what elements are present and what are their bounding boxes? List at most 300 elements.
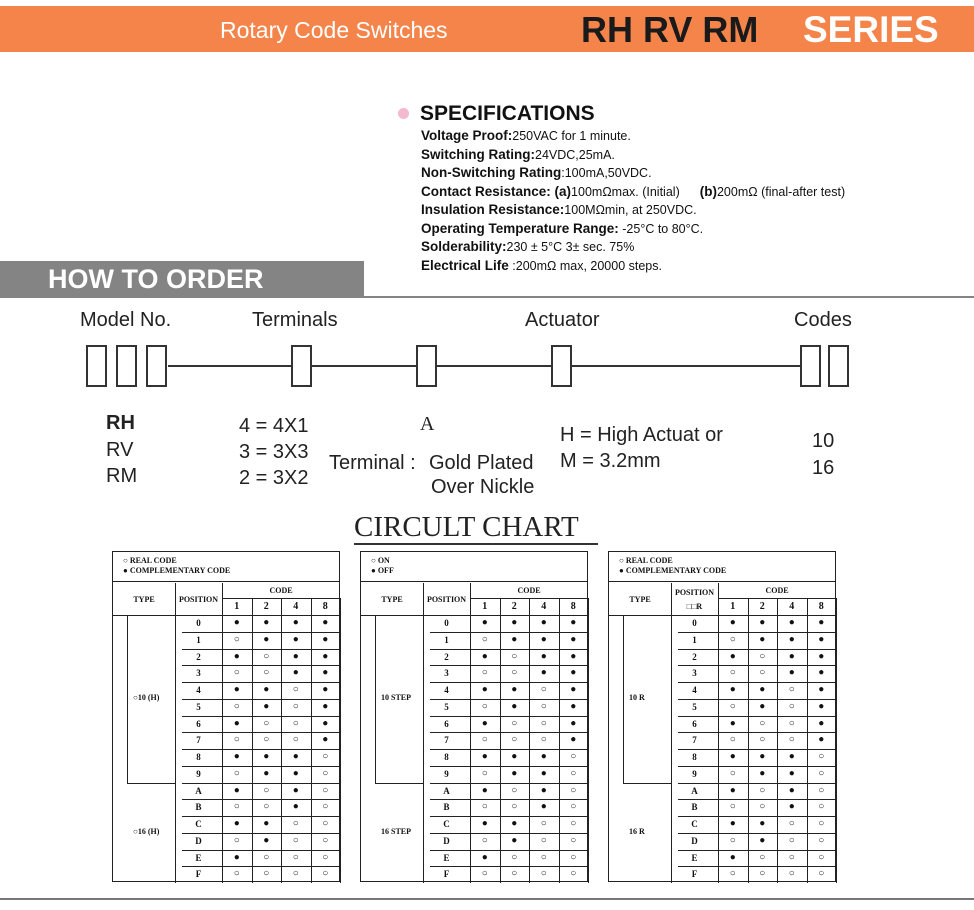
filled-dot-icon: ● [292, 617, 299, 628]
position-cell: 5 [692, 701, 697, 712]
filled-dot-icon: ● [322, 684, 329, 695]
empty-dot-icon: ○ [481, 834, 488, 846]
filled-dot-icon: ● [233, 650, 240, 662]
empty-dot-icon: ○ [818, 767, 825, 779]
position-cell: B [691, 802, 698, 813]
filled-dot-icon: ● [322, 650, 329, 662]
filled-dot-icon: ● [540, 650, 547, 662]
empty-dot-icon: ○ [788, 734, 795, 746]
position-cell: 1 [692, 634, 697, 645]
filled-dot-icon: ● [818, 617, 825, 628]
empty-dot-icon: ○ [322, 851, 329, 863]
filled-dot-icon: ● [759, 700, 766, 712]
empty-dot-icon: ○ [263, 801, 270, 813]
filled-dot-icon: ● [511, 818, 518, 829]
position-header: POSITION [674, 588, 715, 597]
type-bracket [375, 615, 376, 783]
empty-dot-icon: ○ [788, 868, 795, 880]
terminal-finish: Gold Plated [429, 452, 534, 474]
filled-dot-icon: ● [292, 767, 299, 779]
position-cell: F [443, 869, 450, 880]
empty-dot-icon: ○ [322, 801, 329, 813]
filled-dot-icon: ● [788, 617, 795, 628]
empty-dot-icon: ○ [292, 818, 299, 829]
empty-dot-icon: ○ [292, 734, 299, 746]
filled-dot-icon: ● [788, 667, 795, 679]
filled-dot-icon: ● [322, 633, 329, 645]
empty-dot-icon: ○ [481, 868, 488, 880]
filled-dot-icon: ● [292, 784, 299, 796]
filled-dot-icon: ● [322, 667, 329, 679]
position-cell: B [195, 802, 202, 813]
actuator-option: H = High Actuat or [560, 424, 723, 446]
empty-dot-icon: ○ [759, 784, 766, 796]
spec-label: Solderability: [421, 239, 507, 254]
empty-dot-icon: ○ [818, 868, 825, 880]
empty-dot-icon: ○ [481, 633, 488, 645]
how-to-order-title: HOW TO ORDER [48, 264, 264, 294]
empty-dot-icon: ○ [263, 650, 270, 662]
model-box [86, 345, 107, 387]
grid-line [588, 598, 589, 883]
filled-dot-icon: ● [570, 684, 577, 695]
empty-dot-icon: ○ [570, 851, 577, 863]
code-bit-header: 2 [759, 601, 765, 612]
filled-dot-icon: ● [570, 717, 577, 729]
bullet-icon [398, 108, 409, 119]
series-label: SERIES [803, 9, 939, 50]
table-legend [609, 552, 835, 582]
empty-dot-icon: ○ [322, 868, 329, 880]
empty-dot-icon: ○ [511, 734, 518, 746]
spec-label: Operating Temperature Range: [421, 220, 619, 236]
filled-dot-icon: ● [481, 684, 488, 695]
filled-dot-icon: ● [322, 617, 329, 628]
spec-value: 250VAC for 1 minute. [512, 129, 631, 143]
spec-line [421, 258, 941, 277]
filled-dot-icon: ● [511, 684, 518, 695]
position-cell: 6 [444, 718, 449, 729]
empty-dot-icon: ○ [263, 667, 270, 679]
spec-line [421, 128, 941, 147]
position-cell: A [691, 785, 698, 796]
filled-dot-icon: ● [818, 700, 825, 712]
filled-dot-icon: ● [263, 767, 270, 779]
empty-dot-icon: ○ [263, 784, 270, 796]
terminal-finish: Over Nickle [431, 476, 535, 498]
terminal-option: 3 = 3X3 [239, 441, 309, 463]
filled-dot-icon: ● [263, 700, 270, 712]
empty-dot-icon: ○ [233, 868, 240, 880]
empty-dot-icon: ○ [729, 667, 736, 679]
empty-dot-icon: ○ [540, 717, 547, 729]
empty-dot-icon: ○ [788, 700, 795, 712]
code-bit-header: 8 [818, 601, 824, 612]
empty-dot-icon: ○ [263, 734, 270, 746]
position-cell: 2 [196, 651, 201, 662]
position-cell: 1 [444, 634, 449, 645]
divider [0, 898, 974, 900]
empty-dot-icon: ○ [570, 868, 577, 880]
terminal-code: A [420, 413, 435, 435]
empty-dot-icon: ○ [729, 767, 736, 779]
spec-line [421, 239, 941, 258]
code-bit-header: 4 [541, 601, 547, 612]
spec-label: Switching Rating: [421, 146, 535, 162]
filled-dot-icon: ● [481, 784, 488, 796]
empty-dot-icon: ○ [759, 717, 766, 729]
empty-dot-icon: ○ [788, 851, 795, 863]
filled-dot-icon: ● [540, 767, 547, 779]
spec-value: -25°C to 80°C. [618, 221, 704, 236]
filled-dot-icon: ● [233, 751, 240, 762]
empty-dot-icon: ○ [818, 851, 825, 863]
position-cell: 9 [692, 768, 697, 779]
filled-dot-icon: ● [263, 834, 270, 846]
circuit-table [608, 551, 836, 882]
spec-line [421, 147, 941, 166]
empty-dot-icon: ○ [481, 767, 488, 779]
empty-dot-icon: ○ [540, 734, 547, 746]
position-cell: 0 [196, 618, 201, 628]
empty-dot-icon: ○ [511, 784, 518, 796]
filled-dot-icon: ● [759, 818, 766, 829]
spec-line [421, 221, 941, 240]
position-cell: 2 [444, 651, 449, 662]
filled-dot-icon: ● [759, 834, 766, 846]
filled-dot-icon: ● [511, 834, 518, 846]
empty-dot-icon: ○ [540, 700, 547, 712]
code-bit-header: 1 [234, 601, 240, 612]
empty-dot-icon: ○ [788, 684, 795, 695]
empty-dot-icon: ○ [729, 734, 736, 746]
empty-dot-icon: ○ [729, 801, 736, 813]
filled-dot-icon: ● [481, 717, 488, 729]
empty-dot-icon: ○ [481, 734, 488, 746]
empty-dot-icon: ○ [511, 801, 518, 813]
header-subtitle: Rotary Code Switches [220, 17, 448, 43]
divider [354, 543, 598, 545]
circuit-table [360, 551, 588, 882]
empty-dot-icon: ○ [540, 684, 547, 695]
legend-entry: ● OFF [371, 566, 394, 575]
position-cell: 8 [692, 752, 697, 762]
empty-dot-icon: ○ [511, 717, 518, 729]
empty-dot-icon: ○ [570, 784, 577, 796]
filled-dot-icon: ● [818, 717, 825, 729]
spec-value: :100mA,50VDC. [561, 166, 652, 180]
empty-dot-icon: ○ [759, 667, 766, 679]
filled-dot-icon: ● [233, 684, 240, 695]
empty-dot-icon: ○ [263, 868, 270, 880]
model-option: RM [106, 465, 138, 487]
filled-dot-icon: ● [233, 784, 240, 796]
empty-dot-icon: ○ [540, 851, 547, 863]
type-label: 16 STEP [381, 827, 412, 837]
empty-dot-icon: ○ [788, 818, 795, 829]
specifications-list [421, 128, 941, 276]
filled-dot-icon: ● [729, 650, 736, 662]
position-subheader: □□R [686, 602, 703, 611]
filled-dot-icon: ● [570, 650, 577, 662]
empty-dot-icon: ○ [292, 834, 299, 846]
filled-dot-icon: ● [570, 633, 577, 645]
empty-dot-icon: ○ [481, 667, 488, 679]
position-cell: 8 [196, 752, 201, 762]
terminal-option: 2 = 3X2 [239, 467, 309, 489]
filled-dot-icon: ● [511, 617, 518, 628]
empty-dot-icon: ○ [233, 767, 240, 779]
spec-label: Non-Switching Rating [421, 165, 562, 180]
type-header: TYPE [629, 595, 651, 604]
position-cell: E [195, 852, 202, 863]
filled-dot-icon: ● [263, 633, 270, 645]
position-cell: C [691, 819, 698, 829]
position-cell: 3 [692, 668, 697, 679]
model-box [146, 345, 167, 387]
specifications-title: SPECIFICATIONS [420, 102, 595, 125]
filled-dot-icon: ● [263, 818, 270, 829]
terminals-column-header: Terminals [252, 309, 338, 331]
position-cell: 4 [444, 685, 449, 695]
code-bit-header: 4 [789, 601, 795, 612]
empty-dot-icon: ○ [292, 700, 299, 712]
empty-dot-icon: ○ [540, 868, 547, 880]
filled-dot-icon: ● [788, 767, 795, 779]
filled-dot-icon: ● [233, 717, 240, 729]
terminal-option: 4 = 4X1 [239, 415, 309, 437]
code-bit-header: 4 [293, 601, 299, 612]
code-option: 16 [812, 457, 835, 479]
spec-value: 100MΩmin, at 250VDC. [564, 203, 697, 217]
position-cell: 5 [196, 701, 201, 712]
position-header: POSITION [426, 595, 467, 604]
type-label: ○16 (H) [133, 827, 160, 837]
legend-entry: ○ REAL CODE [123, 556, 177, 565]
filled-dot-icon: ● [233, 818, 240, 829]
empty-dot-icon: ○ [292, 851, 299, 863]
filled-dot-icon: ● [322, 734, 329, 746]
filled-dot-icon: ● [540, 801, 547, 813]
filled-dot-icon: ● [481, 751, 488, 762]
position-cell: 2 [692, 651, 697, 662]
legend-entry: ○ REAL CODE [619, 556, 673, 565]
series-code: RH RV RM [581, 9, 759, 50]
spec-line [421, 165, 941, 184]
empty-dot-icon: ○ [322, 751, 329, 762]
divider [0, 296, 974, 298]
empty-dot-icon: ○ [540, 834, 547, 846]
spec-value: :200mΩ max, 20000 steps. [508, 258, 662, 273]
position-cell: A [443, 785, 450, 796]
how-to-order-bar [0, 261, 364, 296]
terminal-type-box [416, 345, 437, 387]
filled-dot-icon: ● [233, 851, 240, 863]
codes-column-header: Codes [794, 309, 852, 331]
filled-dot-icon: ● [818, 734, 825, 746]
filled-dot-icon: ● [263, 751, 270, 762]
position-cell: 0 [444, 618, 449, 628]
table-legend [113, 552, 339, 582]
position-cell: 7 [444, 735, 449, 746]
empty-dot-icon: ○ [759, 868, 766, 880]
position-cell: A [195, 785, 202, 796]
filled-dot-icon: ● [540, 667, 547, 679]
filled-dot-icon: ● [759, 751, 766, 762]
position-cell: E [691, 852, 698, 863]
empty-dot-icon: ○ [729, 700, 736, 712]
empty-dot-icon: ○ [818, 834, 825, 846]
empty-dot-icon: ○ [729, 633, 736, 645]
type-header: TYPE [381, 595, 403, 604]
legend-entry: ● COMPLEMENTARY CODE [619, 566, 727, 575]
actuator-column-header: Actuator [525, 309, 600, 331]
empty-dot-icon: ○ [729, 834, 736, 846]
filled-dot-icon: ● [759, 684, 766, 695]
empty-dot-icon: ○ [788, 834, 795, 846]
position-cell: F [195, 869, 202, 880]
empty-dot-icon: ○ [233, 834, 240, 846]
model-column-header: Model No. [80, 309, 172, 331]
position-cell: 3 [444, 668, 449, 679]
empty-dot-icon: ○ [570, 834, 577, 846]
filled-dot-icon: ● [788, 650, 795, 662]
empty-dot-icon: ○ [788, 717, 795, 729]
code-header: CODE [517, 586, 541, 595]
type-label: ○10 (H) [133, 693, 160, 703]
empty-dot-icon: ○ [818, 818, 825, 829]
type-bracket [375, 783, 423, 784]
type-header: TYPE [133, 595, 155, 604]
filled-dot-icon: ● [570, 700, 577, 712]
filled-dot-icon: ● [729, 851, 736, 863]
filled-dot-icon: ● [729, 684, 736, 695]
model-option: RV [106, 439, 134, 461]
empty-dot-icon: ○ [322, 767, 329, 779]
position-cell: 3 [196, 668, 201, 679]
filled-dot-icon: ● [818, 633, 825, 645]
type-bracket [623, 783, 671, 784]
empty-dot-icon: ○ [263, 851, 270, 863]
empty-dot-icon: ○ [729, 868, 736, 880]
filled-dot-icon: ● [759, 767, 766, 779]
spec-value: 100mΩmax. (Initial) [571, 184, 680, 199]
filled-dot-icon: ● [481, 617, 488, 628]
filled-dot-icon: ● [322, 717, 329, 729]
empty-dot-icon: ○ [233, 801, 240, 813]
code-bit-header: 8 [570, 601, 576, 612]
filled-dot-icon: ● [729, 617, 736, 628]
model-option: RH [106, 412, 135, 434]
filled-dot-icon: ● [540, 784, 547, 796]
circuit-chart-title: CIRCULT CHART [354, 511, 579, 543]
code-header: CODE [765, 586, 789, 595]
empty-dot-icon: ○ [511, 868, 518, 880]
position-cell: B [443, 802, 450, 813]
code-bit-header: 1 [482, 601, 488, 612]
spec-line [421, 202, 941, 221]
filled-dot-icon: ● [263, 684, 270, 695]
filled-dot-icon: ● [729, 717, 736, 729]
filled-dot-icon: ● [511, 633, 518, 645]
position-cell: 0 [692, 618, 697, 628]
empty-dot-icon: ○ [481, 801, 488, 813]
position-cell: 4 [692, 685, 697, 695]
filled-dot-icon: ● [322, 700, 329, 712]
filled-dot-icon: ● [481, 851, 488, 863]
legend-entry: ○ ON [371, 556, 390, 565]
spec-label: Insulation Resistance: [421, 202, 565, 217]
empty-dot-icon: ○ [292, 868, 299, 880]
code-box [800, 345, 821, 387]
model-box [116, 345, 137, 387]
connector-line [168, 365, 800, 367]
filled-dot-icon: ● [818, 667, 825, 679]
empty-dot-icon: ○ [481, 700, 488, 712]
filled-dot-icon: ● [511, 767, 518, 779]
empty-dot-icon: ○ [570, 751, 577, 762]
spec-line [421, 184, 941, 203]
position-cell: 5 [444, 701, 449, 712]
empty-dot-icon: ○ [233, 667, 240, 679]
filled-dot-icon: ● [292, 667, 299, 679]
type-label: 16 R [629, 827, 645, 837]
empty-dot-icon: ○ [818, 751, 825, 762]
circuit-table [112, 551, 340, 882]
empty-dot-icon: ○ [759, 801, 766, 813]
code-bit-header: 2 [511, 601, 517, 612]
empty-dot-icon: ○ [233, 633, 240, 645]
empty-dot-icon: ○ [818, 784, 825, 796]
empty-dot-icon: ○ [759, 650, 766, 662]
actuator-option: M = 3.2mm [560, 450, 661, 472]
empty-dot-icon: ○ [233, 734, 240, 746]
filled-dot-icon: ● [540, 751, 547, 762]
position-cell: 9 [444, 768, 449, 779]
empty-dot-icon: ○ [570, 818, 577, 829]
type-bracket [623, 615, 624, 783]
spec-label: Voltage Proof: [421, 128, 513, 143]
empty-dot-icon: ○ [322, 818, 329, 829]
empty-dot-icon: ○ [570, 767, 577, 779]
empty-dot-icon: ○ [759, 851, 766, 863]
position-cell: F [691, 869, 698, 880]
terminal-box [291, 345, 312, 387]
spec-value: 24VDC,25mA. [535, 147, 615, 162]
empty-dot-icon: ○ [818, 801, 825, 813]
filled-dot-icon: ● [570, 667, 577, 679]
empty-dot-icon: ○ [570, 801, 577, 813]
position-cell: 6 [196, 718, 201, 729]
filled-dot-icon: ● [540, 617, 547, 628]
position-cell: 1 [196, 634, 201, 645]
position-cell: 7 [196, 735, 201, 746]
header-banner [0, 6, 974, 52]
filled-dot-icon: ● [511, 700, 518, 712]
empty-dot-icon: ○ [540, 818, 547, 829]
code-header: CODE [269, 586, 293, 595]
filled-dot-icon: ● [759, 633, 766, 645]
type-label: 10 STEP [381, 693, 412, 703]
filled-dot-icon: ● [481, 818, 488, 829]
filled-dot-icon: ● [292, 650, 299, 662]
grid-line [340, 598, 341, 883]
empty-dot-icon: ○ [292, 717, 299, 729]
filled-dot-icon: ● [540, 633, 547, 645]
filled-dot-icon: ● [818, 650, 825, 662]
filled-dot-icon: ● [788, 801, 795, 813]
filled-dot-icon: ● [788, 633, 795, 645]
